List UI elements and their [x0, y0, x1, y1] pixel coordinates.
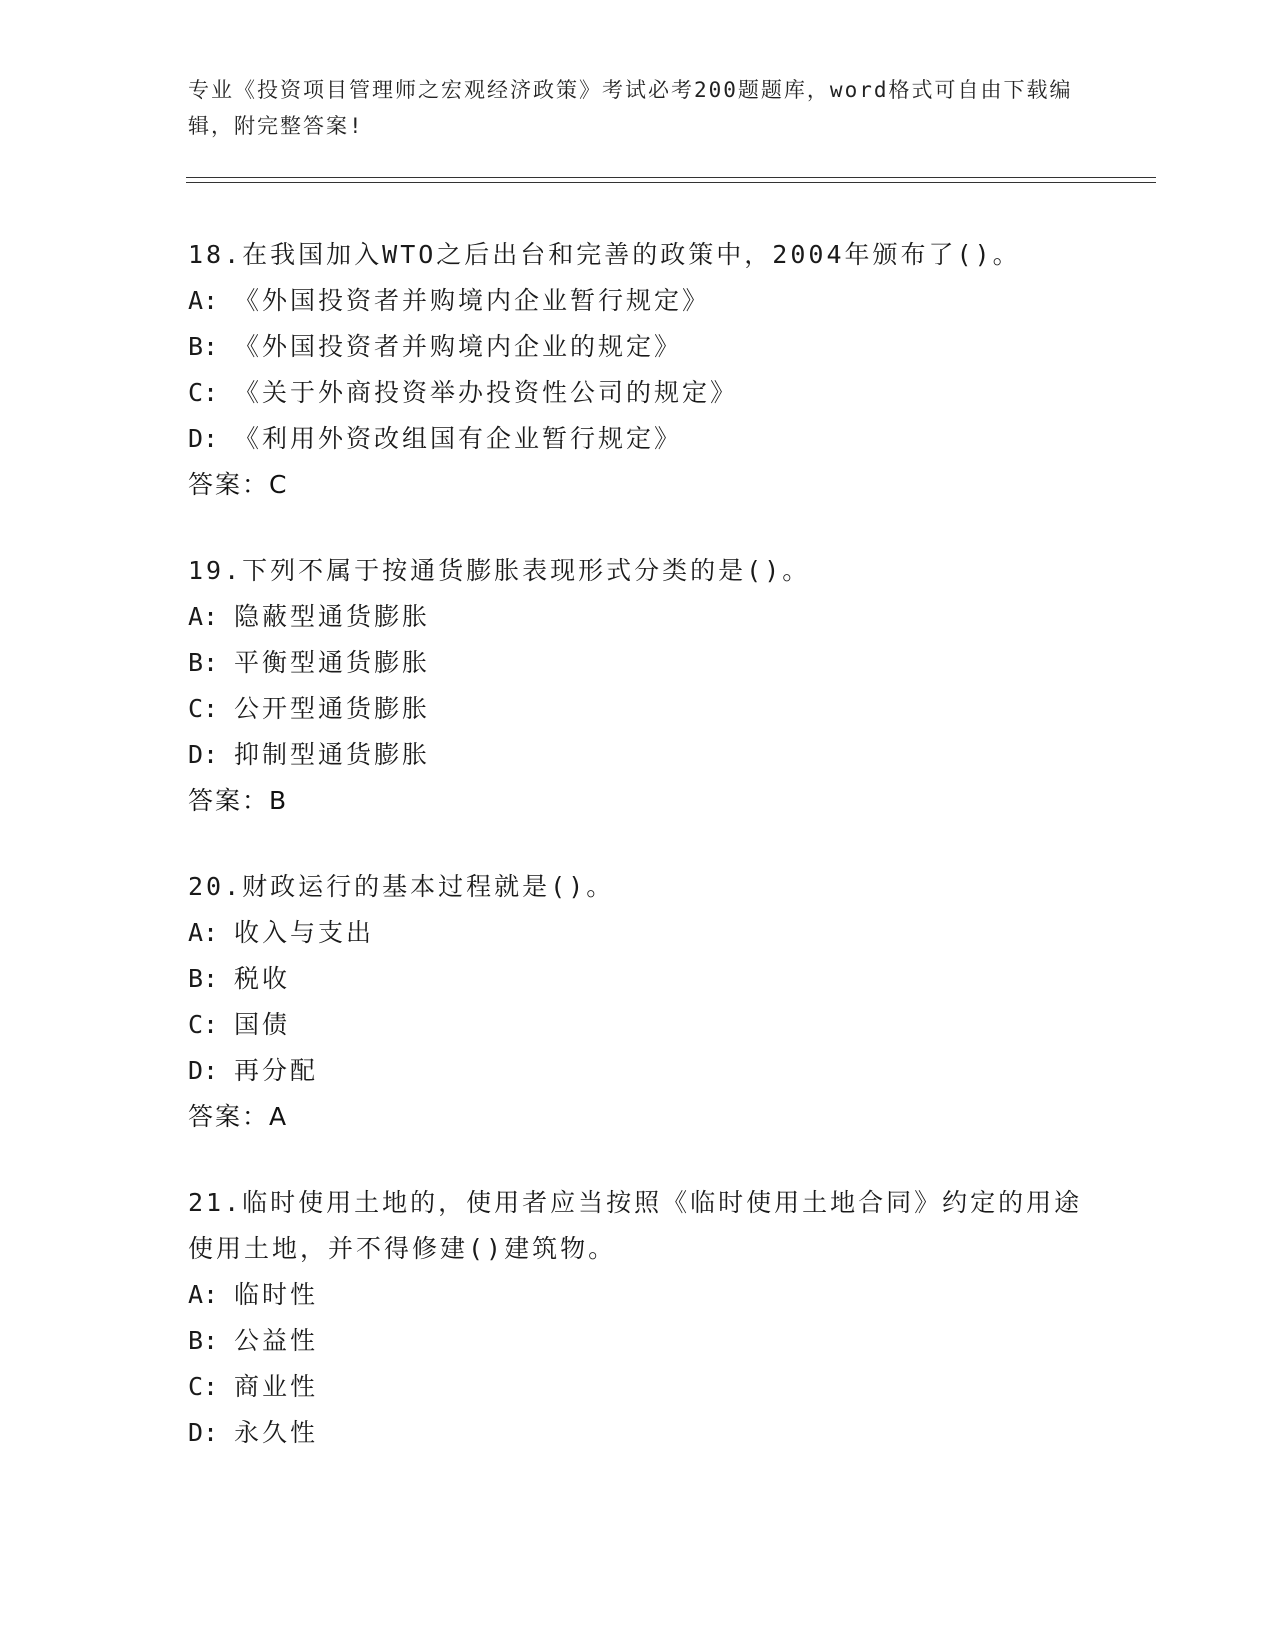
question-21 — [188, 1180, 1088, 1456]
answer-line: 答案：A — [188, 1102, 289, 1131]
option-text: 国债 — [234, 1010, 291, 1039]
question-text: 财政运行的基本过程就是()。 — [242, 872, 615, 901]
option-text: 税收 — [234, 964, 291, 993]
answer-line: 答案：B — [188, 786, 289, 815]
document-header: 专业《投资项目管理师之宏观经济政策》考试必考200题题库，word格式可自由下载编辑，附完整答案! — [188, 78, 1073, 138]
header-rule-top — [186, 177, 1156, 178]
option-text: 《外国投资者并购境内企业暂行规定》 — [234, 286, 711, 315]
answer-line: 答案：C — [188, 470, 289, 499]
option-label: C: — [188, 378, 219, 407]
question-number: 21. — [188, 1188, 243, 1217]
option-text: 《关于外商投资举办投资性公司的规定》 — [234, 378, 739, 407]
option-label: C: — [188, 694, 219, 723]
question-19 — [188, 548, 1088, 824]
question-stem — [188, 864, 1088, 910]
option-d — [188, 1048, 1088, 1094]
option-text: 《外国投资者并购境内企业的规定》 — [234, 332, 683, 361]
option-text: 公开型通货膨胀 — [234, 694, 431, 723]
question-stem — [188, 232, 1088, 278]
option-label: B: — [188, 332, 219, 361]
question-number: 19. — [188, 556, 243, 585]
option-label: A: — [188, 918, 219, 947]
option-label: A: — [188, 1280, 219, 1309]
option-label: D: — [188, 1418, 219, 1447]
option-label: A: — [188, 286, 219, 315]
option-label: D: — [188, 740, 219, 769]
option-d — [188, 416, 1088, 462]
option-d — [188, 732, 1088, 778]
question-stem — [188, 1180, 1088, 1272]
question-18 — [188, 232, 1088, 508]
option-text: 平衡型通货膨胀 — [234, 648, 431, 677]
option-label: C: — [188, 1372, 219, 1401]
option-b — [188, 956, 1088, 1002]
question-stem — [188, 548, 1088, 594]
option-text: 收入与支出 — [234, 918, 375, 947]
option-label: C: — [188, 1010, 219, 1039]
option-b — [188, 1318, 1088, 1364]
option-text: 临时性 — [234, 1280, 319, 1309]
question-text: 临时使用土地的，使用者应当按照《临时使用土地合同》约定的用途使用土地，并不得修建()建筑物。 — [188, 1188, 1083, 1263]
option-label: D: — [188, 1056, 219, 1085]
option-text: 永久性 — [234, 1418, 319, 1447]
option-text: 公益性 — [234, 1326, 319, 1355]
option-b — [188, 640, 1088, 686]
option-text: 抑制型通货膨胀 — [234, 740, 431, 769]
option-c — [188, 370, 1088, 416]
option-a — [188, 910, 1088, 956]
option-c — [188, 686, 1088, 732]
option-d — [188, 1410, 1088, 1456]
option-a — [188, 594, 1088, 640]
option-a — [188, 1272, 1088, 1318]
option-label: D: — [188, 424, 219, 453]
option-text: 隐蔽型通货膨胀 — [234, 602, 431, 631]
option-label: A: — [188, 602, 219, 631]
question-number: 20. — [188, 872, 243, 901]
option-label: B: — [188, 648, 219, 677]
option-b — [188, 324, 1088, 370]
question-20 — [188, 864, 1088, 1140]
question-number: 18. — [188, 240, 243, 269]
option-text: 再分配 — [234, 1056, 319, 1085]
question-list — [188, 232, 1088, 1496]
option-a — [188, 278, 1088, 324]
header-rule-bottom — [186, 182, 1156, 183]
option-c — [188, 1364, 1088, 1410]
option-text: 《利用外资改组国有企业暂行规定》 — [234, 424, 683, 453]
option-c — [188, 1002, 1088, 1048]
option-label: B: — [188, 964, 219, 993]
option-text: 商业性 — [234, 1372, 319, 1401]
option-label: B: — [188, 1326, 219, 1355]
question-text: 下列不属于按通货膨胀表现形式分类的是()。 — [242, 556, 811, 585]
question-text: 在我国加入WTO之后出台和完善的政策中，2004年颁布了()。 — [242, 240, 1021, 269]
